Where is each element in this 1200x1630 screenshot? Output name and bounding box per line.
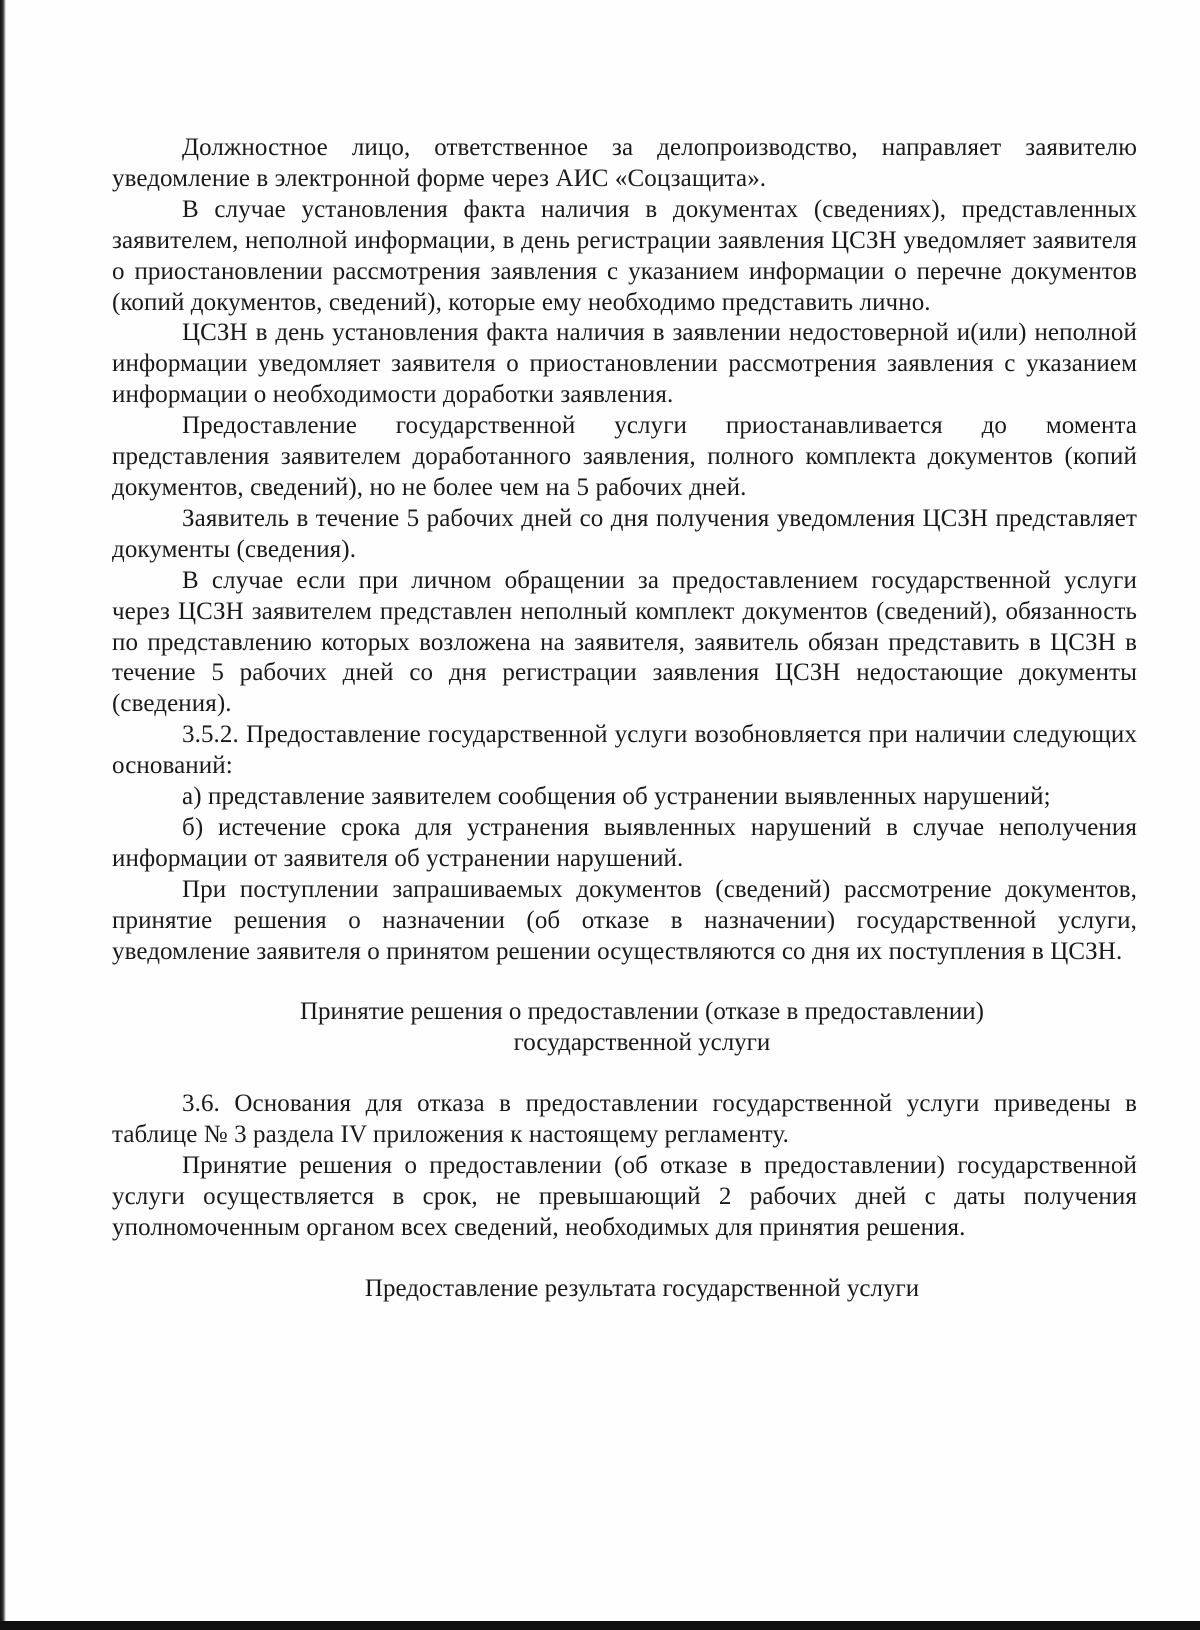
section-heading-decision [112,997,1137,1059]
spacer [112,967,1137,997]
paragraph-documents-received: При поступлении запрашиваемых документов (сведений) рассмотрение документов, принятие решения о назначении (об отказе в назначении) государственной услуги, уведомление заявителя о принятом решении осуществляются со дня их поступления в ЦСЗН. [112,875,1137,965]
spacer [112,1244,1137,1274]
paragraph-unreliable-information: ЦСЗН в день установления факта наличия в заявлении недостоверной и(или) неполной информации уведомляет заявителя о приостановлении рассмотрения заявления с указанием информации о необходимости доработки заявления. [112,319,1137,409]
paragraph-personal-appeal: В случае если при личном обращении за предоставлением государственной услуги через ЦСЗН заявителем представлен неполный комплект документов (сведений), обязанность по представлению которых возложена на заявителя, заявитель обязан представить в ЦСЗН в течение 5 рабочих дней со дня регистрации заявления ЦСЗН недостающие документы (сведения). [112,566,1137,718]
section-heading-decision-line-2: государственной услуги [513,1029,771,1057]
paragraph-notification: Должностное лицо, ответственное за делопроизводство, направляет заявителю уведомление в электронной форме через АИС «Соцзащита». [112,134,1137,192]
scan-shadow-bottom [0,1621,1200,1630]
list-item-b: б) истечение срока для устранения выявленных нарушений в случае неполучения информации от заявителя об устранении нарушений. [112,813,1137,872]
paragraph-applicant-deadline: Заявитель в течение 5 рабочих дней со дня получения уведомления ЦСЗН представляет документы (сведения). [112,504,1137,563]
spacer [112,1059,1137,1089]
document-body [112,133,1137,1305]
paragraph-decision-deadline: Принятие решения о предоставлении (об отказе в предоставлении) государственной услуги осуществляется в срок, не превышающий 2 рабочих дней с даты получения уполномоченным органом всех сведений, необходимых для принятия решения. [112,1152,1137,1241]
section-heading-decision-line-1: Принятие решения о предоставлении (отказе в предоставлении) [300,998,984,1026]
paragraph-section-3-6: 3.6. Основания для отказа в предоставлении государственной услуги приведены в таблице № 3 раздела IV приложения к настоящему регламенту. [112,1090,1137,1149]
scan-shadow-left [0,0,6,1630]
section-heading-result: Предоставление результата государственной услуги [364,1274,920,1302]
paragraph-incomplete-documents: В случае установления факта наличия в документах (сведениях), представленных заявителем, неполной информации, в день регистрации заявления ЦСЗН уведомляет заявителя о приостановлении рассмотрения заявления с указанием информации о перечне документов (копий документов, сведений), которые ему необходимо представить лично. [112,195,1137,316]
list-item-a: а) представление заявителем сообщения об устранении выявленных нарушений; [182,783,1051,811]
paragraph-section-3-5-2: 3.5.2. Предоставление государственной услуги возобновляется при наличии следующих оснований: [112,721,1137,780]
paragraph-suspension: Предоставление государственной услуги приостанавливается до момента представления заявителем доработанного заявления, полного комплекта документов (копий документов, сведений), но не более чем на 5 рабочих дней. [112,412,1137,501]
